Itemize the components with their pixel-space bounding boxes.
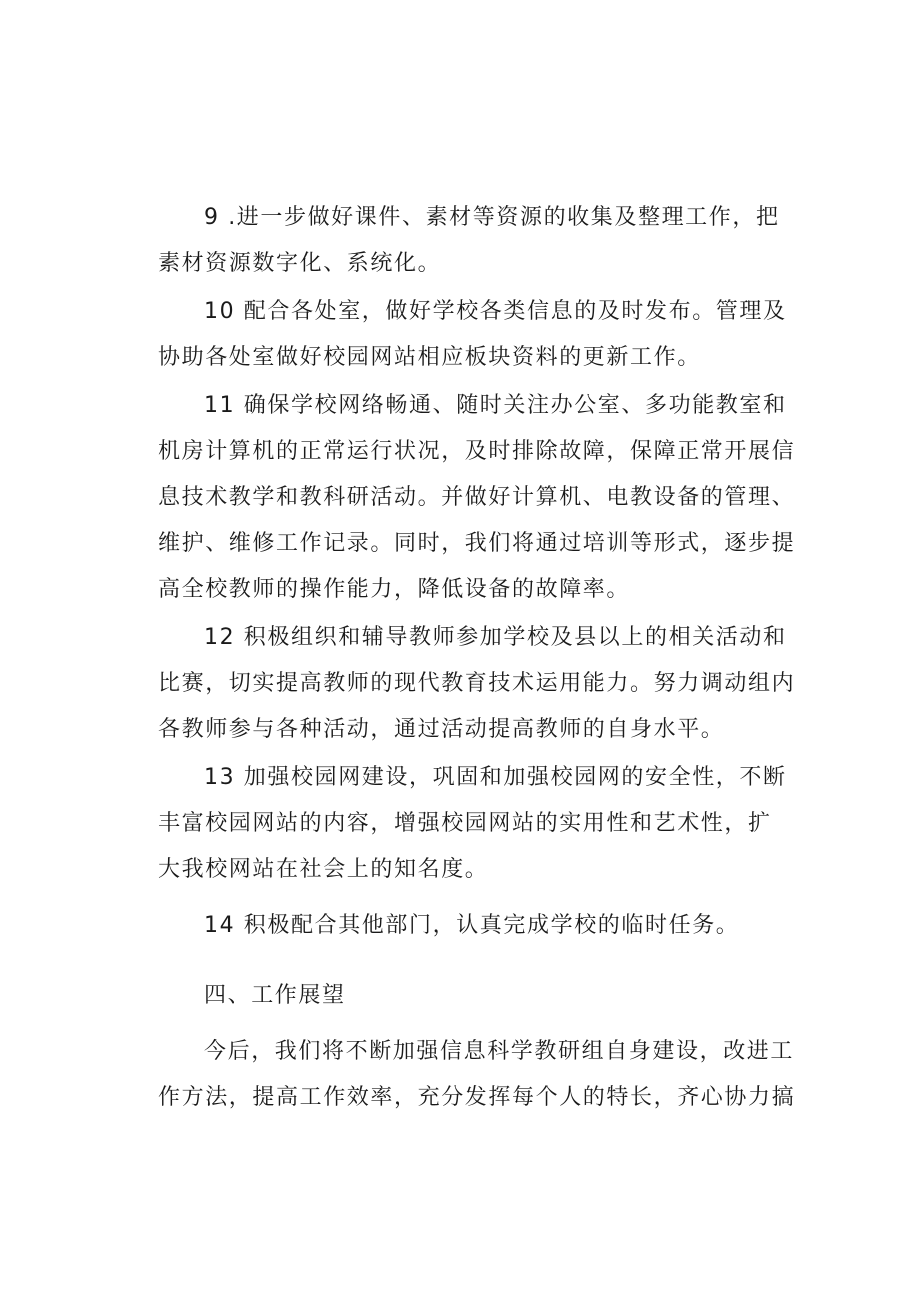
paragraph-12-line-3: 各教师参与各种活动，通过活动提高教师的自身水平。	[158, 717, 725, 742]
paragraph-10-line-1: 10 配合各处室，做好学校各类信息的及时发布。管理及	[204, 299, 787, 324]
paragraph-11-line-3: 息技术教学和教科研活动。并做好计算机、电教设备的管理、	[158, 485, 796, 510]
paragraph-12-line-2: 比赛，切实提高教师的现代教育技术运用能力。努力调动组内	[158, 671, 796, 696]
paragraph-11-line-4: 维护、维修工作记录。同时，我们将通过培训等形式，逐步提	[158, 531, 796, 556]
paragraph-13-line-1: 13 加强校园网建设，巩固和加强校园网的安全性，不断	[204, 765, 787, 790]
paragraph-12-line-1: 12 积极组织和辅导教师参加学校及县以上的相关活动和	[204, 625, 787, 650]
paragraph-13-line-2: 丰富校园网站的内容，增强校园网站的实用性和艺术性，扩	[158, 811, 772, 836]
closing-paragraph-line-2: 作方法，提高工作效率，充分发挥每个人的特长，齐心协力搞	[158, 1085, 796, 1110]
paragraph-9-line-2: 素材资源数字化、系统化。	[158, 251, 442, 276]
paragraph-11-line-1: 11 确保学校网络畅通、随时关注办公室、多功能教室和	[204, 393, 787, 418]
section-heading: 四、工作展望	[204, 983, 346, 1008]
paragraph-11-line-5: 高全校教师的操作能力，降低设备的故障率。	[158, 577, 631, 602]
paragraph-10-line-2: 协助各处室做好校园网站相应板块资料的更新工作。	[158, 345, 701, 370]
closing-paragraph-line-1: 今后，我们将不断加强信息科学教研组自身建设，改进工	[204, 1039, 795, 1064]
paragraph-9-line-1: 9 .进一步做好课件、素材等资源的收集及整理工作，把	[204, 205, 780, 230]
paragraph-13-line-3: 大我校网站在社会上的知名度。	[158, 857, 489, 882]
paragraph-11-line-2: 机房计算机的正常运行状况，及时排除故障，保障正常开展信	[158, 439, 796, 464]
paragraph-14-line-1: 14 积极配合其他部门，认真完成学校的临时任务。	[204, 913, 740, 938]
